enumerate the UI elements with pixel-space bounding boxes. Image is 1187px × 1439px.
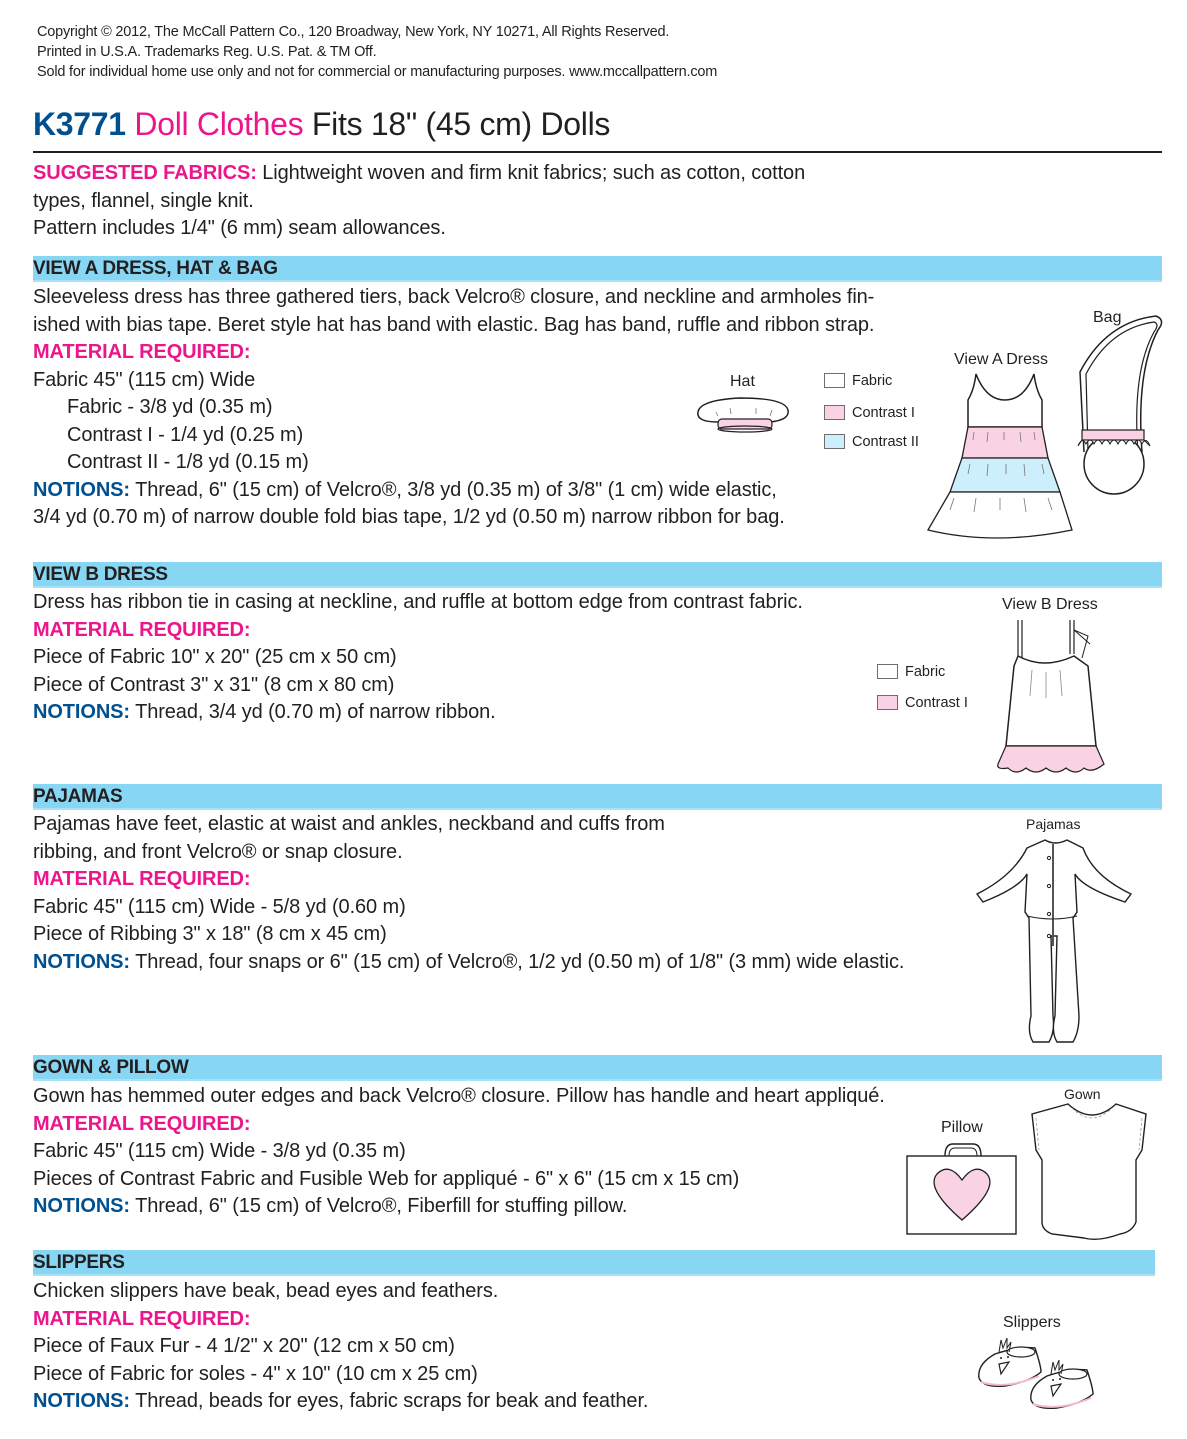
bag-caption: Bag	[1093, 309, 1122, 326]
notions-label: NOTIONS:	[33, 701, 130, 723]
view-b-body	[33, 589, 803, 727]
suggested-line-2: types, flannel, single knit.	[33, 189, 254, 212]
usage-line: Sold for individual home use only and not for commercial or manufacturing purposes. www.mccallpattern.com	[37, 64, 718, 80]
material-item: Contrast II - 1/8 yd (0.15 m)	[67, 451, 309, 473]
contrast-2-swatch	[824, 434, 845, 449]
contrast-1-swatch	[877, 695, 898, 710]
notions-text: Thread, 6" (15 cm) of Velcro®, Fiberfill for stuffing pillow.	[129, 1195, 628, 1217]
bag-illustration	[1066, 312, 1166, 492]
suggested-line-1: Lightweight woven and firm knit fabrics; such as cotton, cotton	[256, 162, 806, 184]
section-title: GOWN & PILLOW	[33, 1057, 189, 1078]
section-header-slippers	[33, 1250, 1155, 1276]
legend-label: Contrast I	[905, 694, 968, 711]
notions-text: Thread, 6" (15 cm) of Velcro®, 3/8 yd (0.35 m) of 3/8" (1 cm) wide elastic,	[129, 478, 777, 501]
material-required-label: MATERIAL REQUIRED:	[33, 341, 251, 363]
view-a-legend	[824, 366, 919, 456]
material-item: Fabric 45" (115 cm) Wide	[33, 368, 256, 391]
view-a-dress-caption: View A Dress	[954, 351, 1048, 368]
material-item: Fabric 45" (115 cm) Wide - 3/8 yd (0.35 m)	[33, 1140, 406, 1162]
view-a-dress-illustration	[924, 370, 1074, 540]
copyright-line: Copyright © 2012, The McCall Pattern Co., 120 Broadway, New York, NY 10271, All Rights Reserved.	[37, 24, 670, 40]
legend-item-contrast-1	[877, 688, 968, 717]
legend-label: Fabric	[852, 372, 893, 389]
legend-item-fabric	[824, 366, 919, 395]
slippers-illustration	[975, 1338, 1105, 1413]
title-divider	[33, 151, 1162, 153]
description-line: Pajamas have feet, elastic at waist and ankles, neckband and cuffs from	[33, 813, 665, 835]
description-line: Sleeveless dress has three gathered tiers, back Velcro® closure, and neckline and armholes fin-	[33, 286, 875, 308]
material-required-label: MATERIAL REQUIRED:	[33, 868, 251, 890]
description-line: Chicken slippers have beak, bead eyes and feathers.	[33, 1280, 499, 1302]
slippers-body	[33, 1278, 648, 1416]
contrast-1-swatch	[824, 405, 845, 420]
legend-item-contrast-1	[824, 398, 919, 427]
section-header-view-a	[33, 256, 1162, 282]
notions-text: Thread, four snaps or 6" (15 cm) of Velcro®, 1/2 yd (0.50 m) of 1/8" (3 mm) wide elastic.	[129, 950, 905, 973]
material-item: Pieces of Contrast Fabric and Fusible Web for appliqué - 6" x 6" (15 cm x 15 cm)	[33, 1167, 740, 1190]
description-line: ribbing, and front Velcro® or snap closure.	[33, 840, 403, 863]
section-title: SLIPPERS	[33, 1252, 125, 1273]
description-line: Dress has ribbon tie in casing at neckline, and ruffle at bottom edge from contrast fabric.	[33, 591, 803, 613]
suggested-fabrics	[33, 160, 805, 243]
section-title: VIEW B DRESS	[33, 564, 168, 585]
pattern-name: Doll Clothes	[134, 106, 304, 142]
pajamas-illustration	[975, 836, 1140, 1046]
pillow-illustration	[905, 1142, 1020, 1237]
pattern-code: K3771	[33, 106, 126, 142]
seam-allowance-note: Pattern includes 1/4" (6 mm) seam allowances.	[33, 217, 446, 239]
gown-caption: Gown	[1064, 1086, 1101, 1102]
trademark-line: Printed in U.S.A. Trademarks Reg. U.S. Pat. & TM Off.	[37, 44, 377, 60]
section-header-gown-pillow	[33, 1055, 1162, 1081]
view-b-dress-caption: View B Dress	[1002, 596, 1098, 613]
notions-text: Thread, 3/4 yd (0.70 m) of narrow ribbon.	[129, 701, 496, 723]
description-line: Gown has hemmed outer edges and back Velcro® closure. Pillow has handle and heart appliqué.	[33, 1085, 885, 1107]
section-title: PAJAMAS	[33, 786, 123, 807]
notions-label: NOTIONS:	[33, 478, 130, 501]
notions-label: NOTIONS:	[33, 1195, 130, 1217]
material-item: Contrast I - 1/4 yd (0.25 m)	[67, 423, 304, 446]
section-title: VIEW A DRESS, HAT & BAG	[33, 258, 278, 279]
gown-illustration	[1032, 1100, 1152, 1245]
material-required-label: MATERIAL REQUIRED:	[33, 1307, 251, 1330]
hat-illustration	[690, 390, 800, 440]
gown-body	[33, 1083, 885, 1221]
material-required-label: MATERIAL REQUIRED:	[33, 1112, 251, 1135]
material-item: Piece of Contrast 3" x 31" (8 cm x 80 cm)	[33, 673, 395, 696]
section-header-view-b	[33, 562, 1162, 588]
suggested-label: SUGGESTED FABRICS:	[33, 162, 257, 184]
legend-label: Fabric	[905, 663, 946, 680]
material-item: Piece of Fabric for soles - 4" x 10" (10 cm x 25 cm)	[33, 1362, 478, 1385]
legend-label: Contrast II	[852, 433, 919, 450]
view-b-dress-illustration	[992, 618, 1112, 778]
slippers-caption: Slippers	[1003, 1314, 1061, 1331]
material-item: Piece of Faux Fur - 4 1/2" x 20" (12 cm x 50 cm)	[33, 1335, 455, 1357]
material-item: Fabric 45" (115 cm) Wide - 5/8 yd (0.60 m)	[33, 895, 406, 918]
legend-label: Contrast I	[852, 404, 915, 421]
hat-caption: Hat	[730, 373, 755, 390]
notions-text: 3/4 yd (0.70 m) of narrow double fold bias tape, 1/2 yd (0.50 m) narrow ribbon for bag.	[33, 506, 785, 528]
view-b-legend	[877, 657, 968, 717]
pattern-fit: Fits 18" (45 cm) Dolls	[311, 106, 611, 142]
notions-label: NOTIONS:	[33, 1390, 130, 1412]
pajamas-body	[33, 811, 904, 976]
notions-label: NOTIONS:	[33, 950, 130, 973]
description-line: ished with bias tape. Beret style hat has band with elastic. Bag has band, ruffle and ribbon strap.	[33, 313, 875, 336]
material-item: Piece of Ribbing 3" x 18" (8 cm x 45 cm)	[33, 923, 387, 945]
notions-text: Thread, beads for eyes, fabric scraps for beak and feather.	[129, 1390, 649, 1412]
copyright-block	[37, 22, 717, 82]
pajamas-caption: Pajamas	[1026, 816, 1081, 832]
legend-item-fabric	[877, 657, 968, 686]
fabric-swatch	[824, 373, 845, 388]
material-item: Piece of Fabric 10" x 20" (25 cm x 50 cm)	[33, 646, 397, 668]
page-title	[33, 104, 610, 144]
material-required-label: MATERIAL REQUIRED:	[33, 618, 251, 641]
pillow-caption: Pillow	[941, 1119, 983, 1136]
fabric-swatch	[877, 664, 898, 679]
legend-item-contrast-2	[824, 427, 919, 456]
material-item: Fabric - 3/8 yd (0.35 m)	[67, 396, 273, 418]
section-header-pajamas	[33, 784, 1162, 810]
